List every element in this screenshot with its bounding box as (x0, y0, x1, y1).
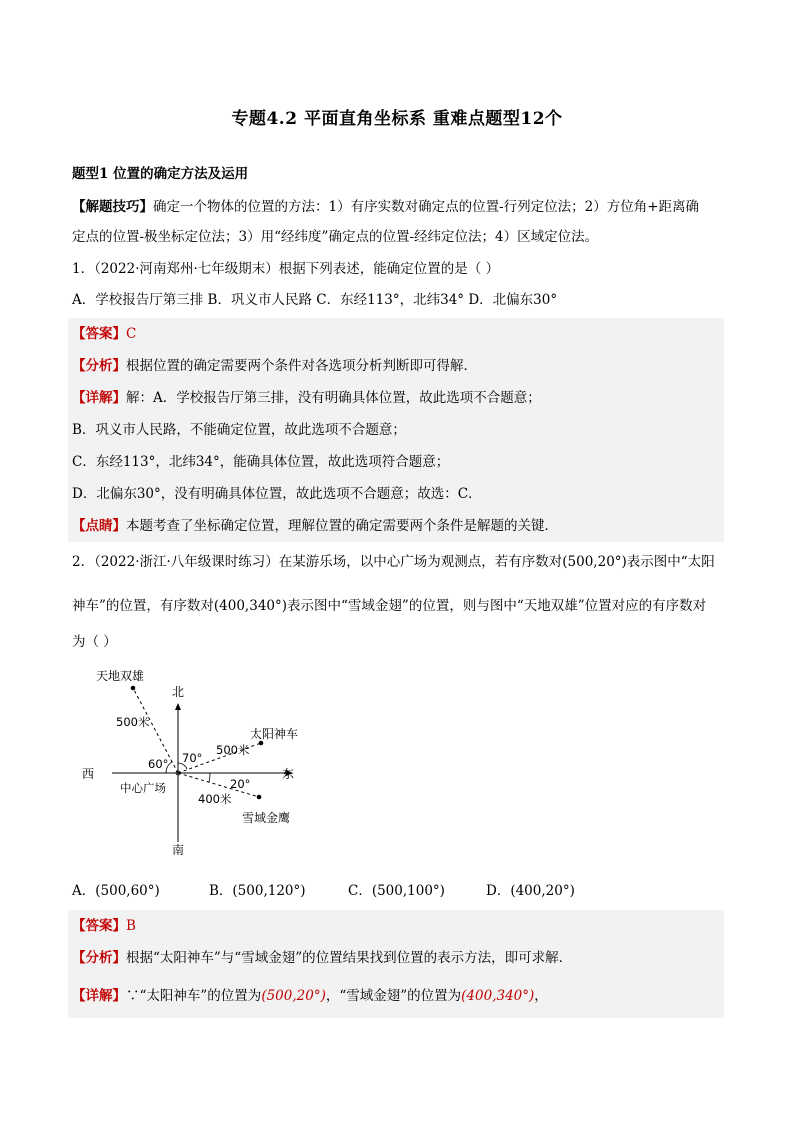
label-tiandi: 天地双雄 (96, 669, 145, 683)
answer-label: 【答案】 (72, 918, 126, 934)
analysis-text: 根据位置的确定需要两个条件对各选项分析判断即可得解． (126, 358, 477, 374)
label-angle-20: 20° (230, 777, 251, 791)
north-label: 北 (172, 685, 185, 699)
q1-answer (72, 324, 136, 344)
arc-20 (209, 773, 210, 782)
q2-option-b: B．(500,120°) (209, 883, 306, 899)
detail-text-a: ∵“太阳神车”的位置为 (126, 988, 262, 1004)
east-label: 东 (282, 767, 295, 781)
q2-stem-2: 神车”的位置，有序数对(400,340°)表示图中“雪域金翅”的位置，则与图中“天地双雄”位置对应的有序数对 (72, 598, 707, 614)
detail-text-e: ， (534, 988, 548, 1004)
detail-coord-2: (400,340°) (461, 988, 535, 1004)
q1-detail-2: B．巩义市人民路，不能确定位置，故此选项不合题意； (72, 422, 406, 438)
q2-stem-1: 2．（2022·浙江·八年级课时练习）在某游乐场，以中心广场为观测点，若有序数对(500,20°)表示图中“太阳 (72, 554, 715, 570)
answer-value: C (126, 326, 137, 342)
label-xueyu-dist: 400米 (198, 792, 232, 806)
q2-option-c: C．(500,100°) (348, 883, 445, 899)
label-angle-70: 70° (182, 751, 203, 765)
analysis-text: 根据“太阳神车”与“雪域金翅”的位置结果找到位置的表示方法，即可求解． (126, 950, 573, 966)
detail-text-c: ，“雪域金翅”的位置为 (325, 988, 462, 1004)
label-angle-60: 60° (148, 757, 169, 771)
point-taiyang (259, 741, 264, 746)
south-label: 南 (172, 843, 185, 857)
detail-label: 【详解】 (72, 390, 126, 406)
q1-detail-1 (72, 388, 541, 408)
label-tiandi-dist: 500米 (116, 715, 150, 729)
q1-analysis (72, 356, 477, 376)
analysis-label: 【分析】 (72, 358, 126, 374)
q1-options: A．学校报告厅第三排 B．巩义市人民路 C．东经113°，北纬34° D．北偏东30° (72, 292, 558, 308)
q2-option-a: A．(500,60°) (72, 883, 160, 899)
q2-analysis (72, 948, 572, 968)
comment-label: 【点睛】 (72, 518, 126, 534)
detail-coord-1: (500,20°) (261, 988, 326, 1004)
analysis-label: 【分析】 (72, 950, 126, 966)
section-heading: 题型1 位置的确定方法及运用 (72, 166, 249, 182)
center-label: 中心广场 (120, 781, 166, 795)
comment-text: 本题考查了坐标确定位置，理解位置的确定需要两个条件是解题的关键． (126, 518, 558, 534)
west-label: 西 (82, 767, 95, 781)
label-xueyu: 雪域金鹰 (242, 811, 291, 825)
q1-stem: 1．（2022·河南郑州·七年级期末）根据下列表述，能确定位置的是（ ） (72, 261, 500, 277)
direction-diagram (70, 660, 330, 860)
page-title: 专题4.2 平面直角坐标系 重难点题型12个 (231, 109, 563, 129)
label-taiyang-dist: 500米 (216, 743, 250, 757)
detail-label: 【详解】 (72, 988, 126, 1004)
tip-text-1: 确定一个物体的位置的方法：1）有序实数对确定点的位置-行列定位法；2）方位角+距离确 (153, 199, 700, 215)
q2-detail (72, 986, 548, 1006)
tip-line-1 (72, 197, 699, 217)
q1-detail-3: C．东经113°，北纬34°，能确具体位置，故此选项符合题意； (72, 454, 450, 470)
point-xueyu (257, 795, 262, 800)
q2-option-d: D．(400,20°) (486, 883, 575, 899)
detail-text-1: 解：A．学校报告厅第三排，没有明确具体位置，故此选项不合题意； (126, 390, 541, 406)
q1-comment (72, 516, 558, 536)
q2-stem-3: 为（ ） (72, 634, 117, 650)
label-taiyang: 太阳神车 (250, 727, 299, 741)
answer-label: 【答案】 (72, 326, 126, 342)
q2-answer (72, 916, 136, 936)
tip-label: 【解题技巧】 (72, 199, 153, 215)
answer-value: B (126, 918, 136, 934)
point-tiandi (131, 686, 136, 691)
tip-line-2: 定点的位置-极坐标定位法；3）用“经纬度”确定点的位置-经纬定位法；4）区域定位法。 (72, 229, 599, 245)
q1-detail-4: D．北偏东30°，没有明确具体位置，故此选项不合题意；故选：C． (72, 486, 482, 502)
